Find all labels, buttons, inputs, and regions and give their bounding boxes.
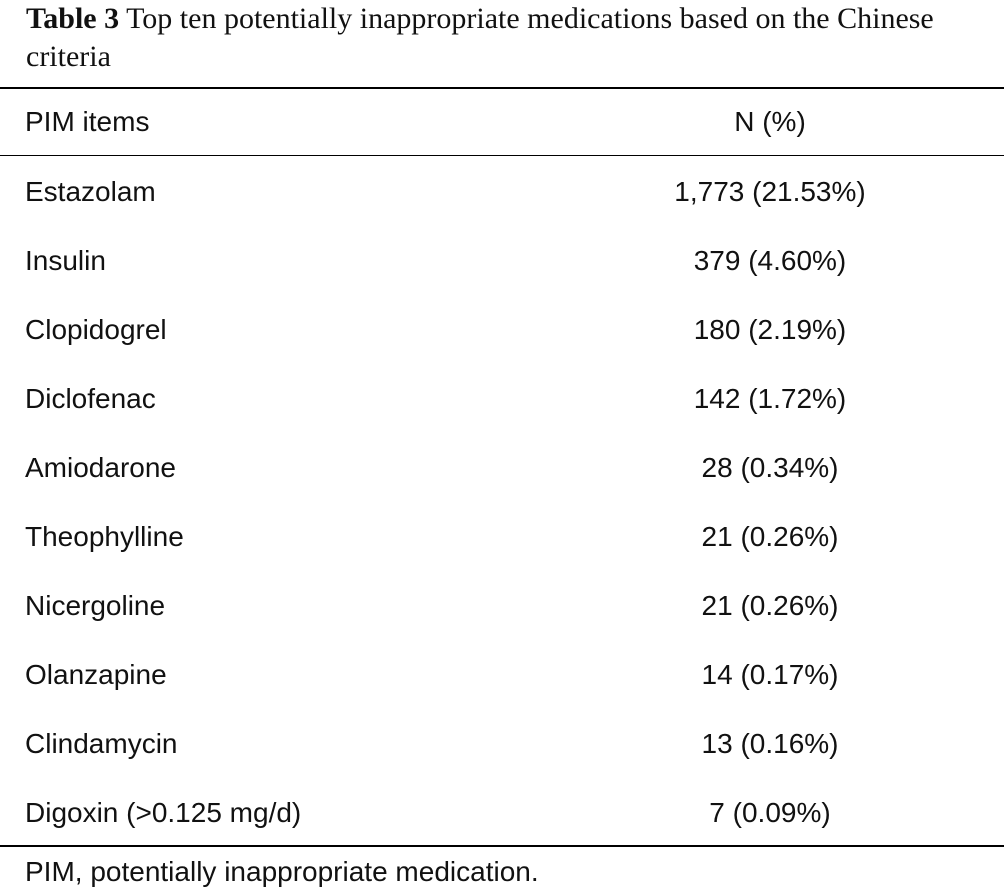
count-percent-cell: 21 (0.26%)	[701, 521, 839, 552]
column-header-pim-items: PIM items	[25, 106, 150, 137]
count-percent-cell: 180 (2.19%)	[693, 314, 847, 345]
table-title: Top ten potentially inappropriate medications based on the Chinese criteria	[26, 2, 934, 73]
pim-item-cell: Amiodarone	[25, 452, 176, 483]
table-row	[0, 571, 1004, 640]
table-row	[0, 778, 1004, 847]
count-percent-cell: 7 (0.09%)	[709, 797, 831, 828]
count-percent-cell: 142 (1.72%)	[693, 383, 847, 414]
count-percent-cell: 1,773 (21.53%)	[674, 176, 866, 207]
pim-item-cell: Nicergoline	[25, 590, 166, 621]
table-row	[0, 709, 1004, 778]
pim-item-cell: Clopidogrel	[25, 314, 167, 345]
table-label: Table 3	[26, 2, 120, 35]
pim-item-cell: Olanzapine	[25, 659, 167, 690]
count-percent-cell: 14 (0.17%)	[701, 659, 839, 690]
pim-item-cell: Estazolam	[25, 176, 156, 207]
header-rule	[0, 155, 1004, 156]
column-header-n-percent: N (%)	[734, 106, 806, 137]
table-row	[0, 295, 1004, 364]
count-percent-cell: 21 (0.26%)	[701, 590, 839, 621]
table-row	[0, 640, 1004, 709]
count-percent-cell: 28 (0.34%)	[701, 452, 839, 483]
count-percent-cell: 13 (0.16%)	[701, 728, 839, 759]
table-footnote: PIM, potentially inappropriate medication.	[25, 856, 539, 887]
table-row	[0, 502, 1004, 571]
pim-item-cell: Theophylline	[25, 521, 184, 552]
pim-item-cell: Diclofenac	[25, 383, 156, 414]
pim-item-cell: Digoxin (>0.125 mg/d)	[25, 797, 302, 828]
table-row	[0, 364, 1004, 433]
table-header-row	[0, 89, 1004, 155]
pim-item-cell: Insulin	[25, 245, 106, 276]
table-row	[0, 433, 1004, 502]
bottom-rule	[0, 845, 1004, 847]
table-row	[0, 226, 1004, 295]
pim-item-cell: Clindamycin	[25, 728, 178, 759]
count-percent-cell: 379 (4.60%)	[693, 245, 847, 276]
table-row	[0, 157, 1004, 226]
table-caption	[26, 0, 1001, 76]
